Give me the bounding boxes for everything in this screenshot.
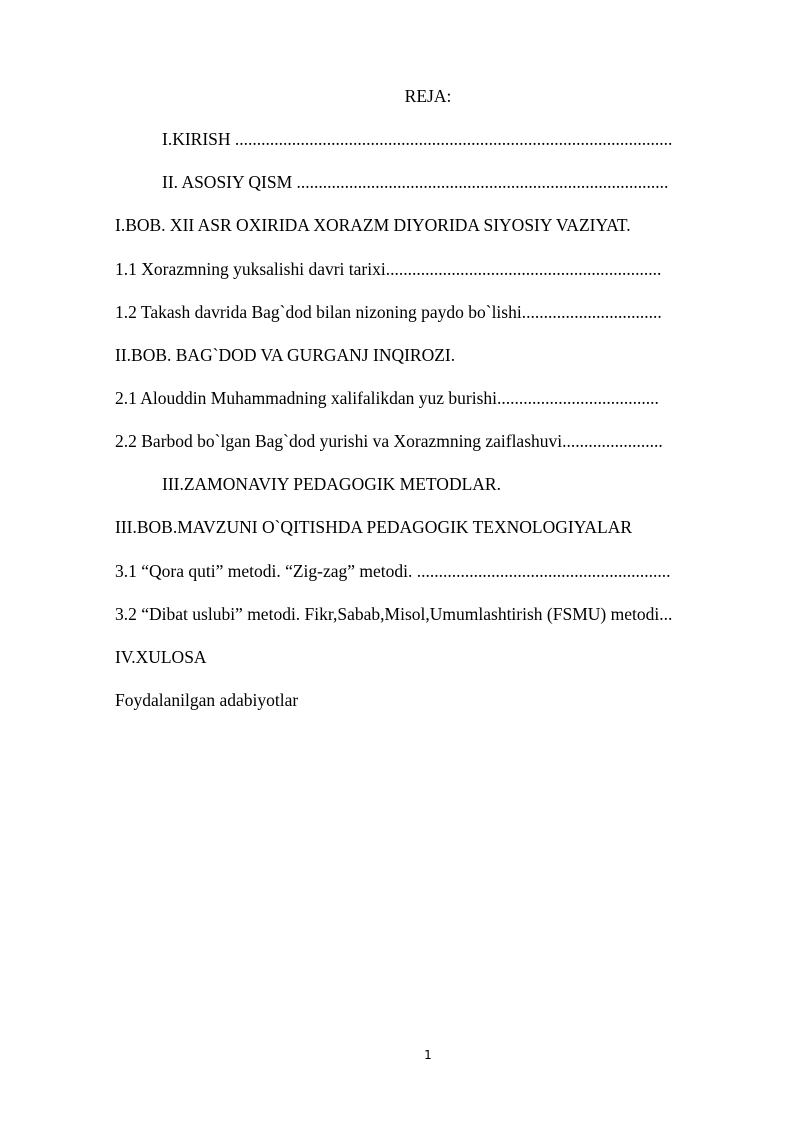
toc-entry-chapter-1: I.BOB. XII ASR OXIRIDA XORAZM DIYORIDA SIYOSIY VAZIYAT. xyxy=(115,215,631,235)
toc-entry-asosiy-qism: II. ASOSIY QISM ..................................................................................... xyxy=(162,172,669,192)
toc-entry-2-2: 2.2 Barbod bo`lgan Bag`dod yurishi va Xorazmning zaiflashuvi....................... xyxy=(115,431,663,451)
toc-entry-references: Foydalanilgan adabiyotlar xyxy=(115,690,299,710)
toc-entry-1-2: 1.2 Takash davrida Bag`dod bilan nizoning paydo bo`lishi................................ xyxy=(115,302,662,322)
toc-entry-chapter-2: II.BOB. BAG`DOD VA GURGANJ INQIROZI. xyxy=(115,345,456,365)
toc-entry-methods: III.ZAMONAVIY PEDAGOGIK METODLAR. xyxy=(162,474,501,494)
toc-entry-xulosa: IV.XULOSA xyxy=(115,647,207,667)
toc-entry-kirish: I.KIRISH .................................................................................................... xyxy=(162,129,673,149)
page-title: REJA: xyxy=(404,86,452,106)
toc-entry-2-1: 2.1 Alouddin Muhammadning xalifalikdan yuz burishi..................................... xyxy=(115,388,659,408)
toc-entry-chapter-3: III.BOB.MAVZUNI O`QITISHDA PEDAGOGIK TEXNOLOGIYALAR xyxy=(115,517,633,537)
toc-entry-1-1: 1.1 Xorazmning yuksalishi davri tarixi............................................................... xyxy=(115,259,662,279)
toc-entry-3-1: 3.1 “Qora quti” metodi. “Zig-zag” metodi. .......................................................... xyxy=(115,561,671,581)
toc-entry-3-2: 3.2 “Dibat uslubi” metodi. Fikr,Sabab,Misol,Umumlashtirish (FSMU) metodi... xyxy=(115,604,673,624)
page-number: 1 xyxy=(424,1048,432,1062)
